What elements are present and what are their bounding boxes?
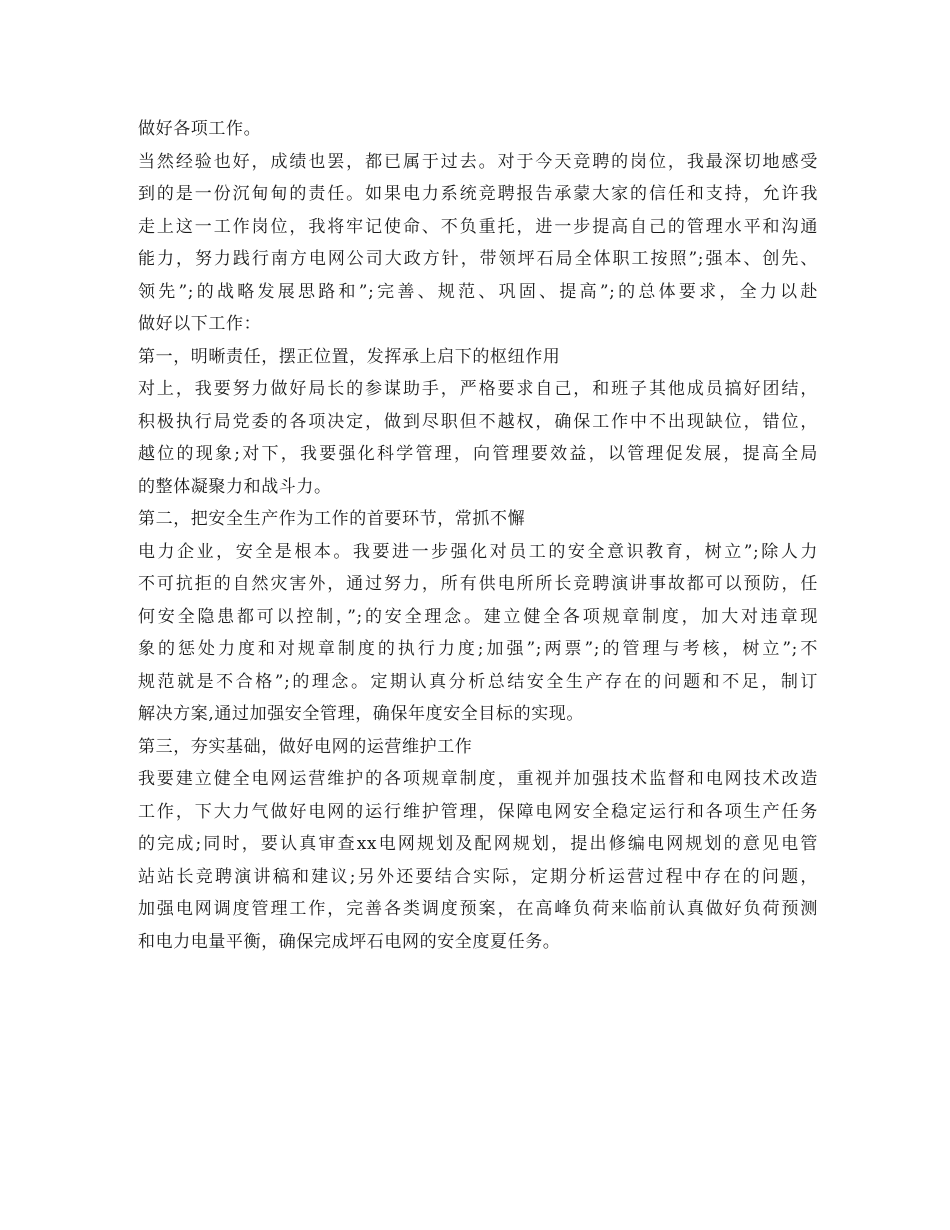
text-line: 当然经验也好，成绩也罢，都已属于过去。对于今天竞聘的岗位，我最深切地感受 [138,151,818,172]
text-line: 做好各项工作。 [138,119,262,139]
document-body [138,113,818,958]
text-line: 不可抗拒的自然灾害外，通过努力，所有供电所所长竞聘演讲事故都可以预防，任 [138,574,818,594]
text-line: 何安全隐患都可以控制，”;的安全理念。建立健全各项规章制度，加大对违章现 [138,606,818,627]
text-line: 站站长竞聘演讲稿和建议;另外还要结合实际，定期分析运营过程中存在的问题， [138,866,818,887]
text-line: 走上这一工作岗位，我将牢记使命、不负重托，进一步提高自己的管理水平和沟通 [138,216,818,237]
text-line: 积极执行局党委的各项决定，做到尽职但不越权，确保工作中不出现缺位，错位， [138,411,818,432]
text-line: 工作，下大力气做好电网的运行维护管理，保障电网安全稳定运行和各项生产任务 [138,801,818,822]
text-line: 规范就是不合格”;的理念。定期认真分析总结安全生产存在的问题和不足，制订 [138,671,818,692]
text-line: 对上，我要努力做好局长的参谋助手，严格要求自己，和班子其他成员搞好团结， [138,379,818,399]
text-line: 到的是一份沉甸甸的责任。如果电力系统竞聘报告承蒙大家的信任和支持，允许我 [138,184,818,204]
text-line: 越位的现象;对下，我要强化科学管理，向管理要效益，以管理促发展，提高全局 [138,444,818,464]
text-line: 解决方案,通过加强安全管理，确保年度安全目标的实现。 [138,704,585,724]
section-heading: 第二，把安全生产作为工作的首要环节，常抓不懈 [138,509,526,529]
text-line: 领先”;的战略发展思路和”;完善、规范、巩固、提高”;的总体要求，全力以赴 [138,281,818,302]
section-heading: 第一，明晰责任，摆正位置，发挥承上启下的枢纽作用 [138,346,561,367]
text-line: 的整体凝聚力和战斗力。 [138,476,332,497]
text-line: 和电力电量平衡，确保完成坪石电网的安全度夏任务。 [138,931,561,952]
text-line: 象的惩处力度和对规章制度的执行力度;加强”;两票”;的管理与考核，树立”;不 [138,639,818,659]
text-line: 做好以下工作： [138,314,262,334]
section-heading: 第三，夯实基础，做好电网的运营维护工作 [138,736,473,757]
text-line: 电力企业，安全是根本。我要进一步强化对员工的安全意识教育，树立”;除人力 [138,541,818,562]
text-line: 能力，努力践行南方电网公司大政方针，带领坪石局全体职工按照”;强本、创先、 [138,249,818,269]
text-line: 的完成;同时，要认真审查xx电网规划及配网规划，提出修编电网规划的意见电管 [138,834,818,854]
text-line: 加强电网调度管理工作，完善各类调度预案，在高峰负荷来临前认真做好负荷预测 [138,899,818,919]
text-line: 我要建立健全电网运营维护的各项规章制度，重视并加强技术监督和电网技术改造 [138,769,818,789]
